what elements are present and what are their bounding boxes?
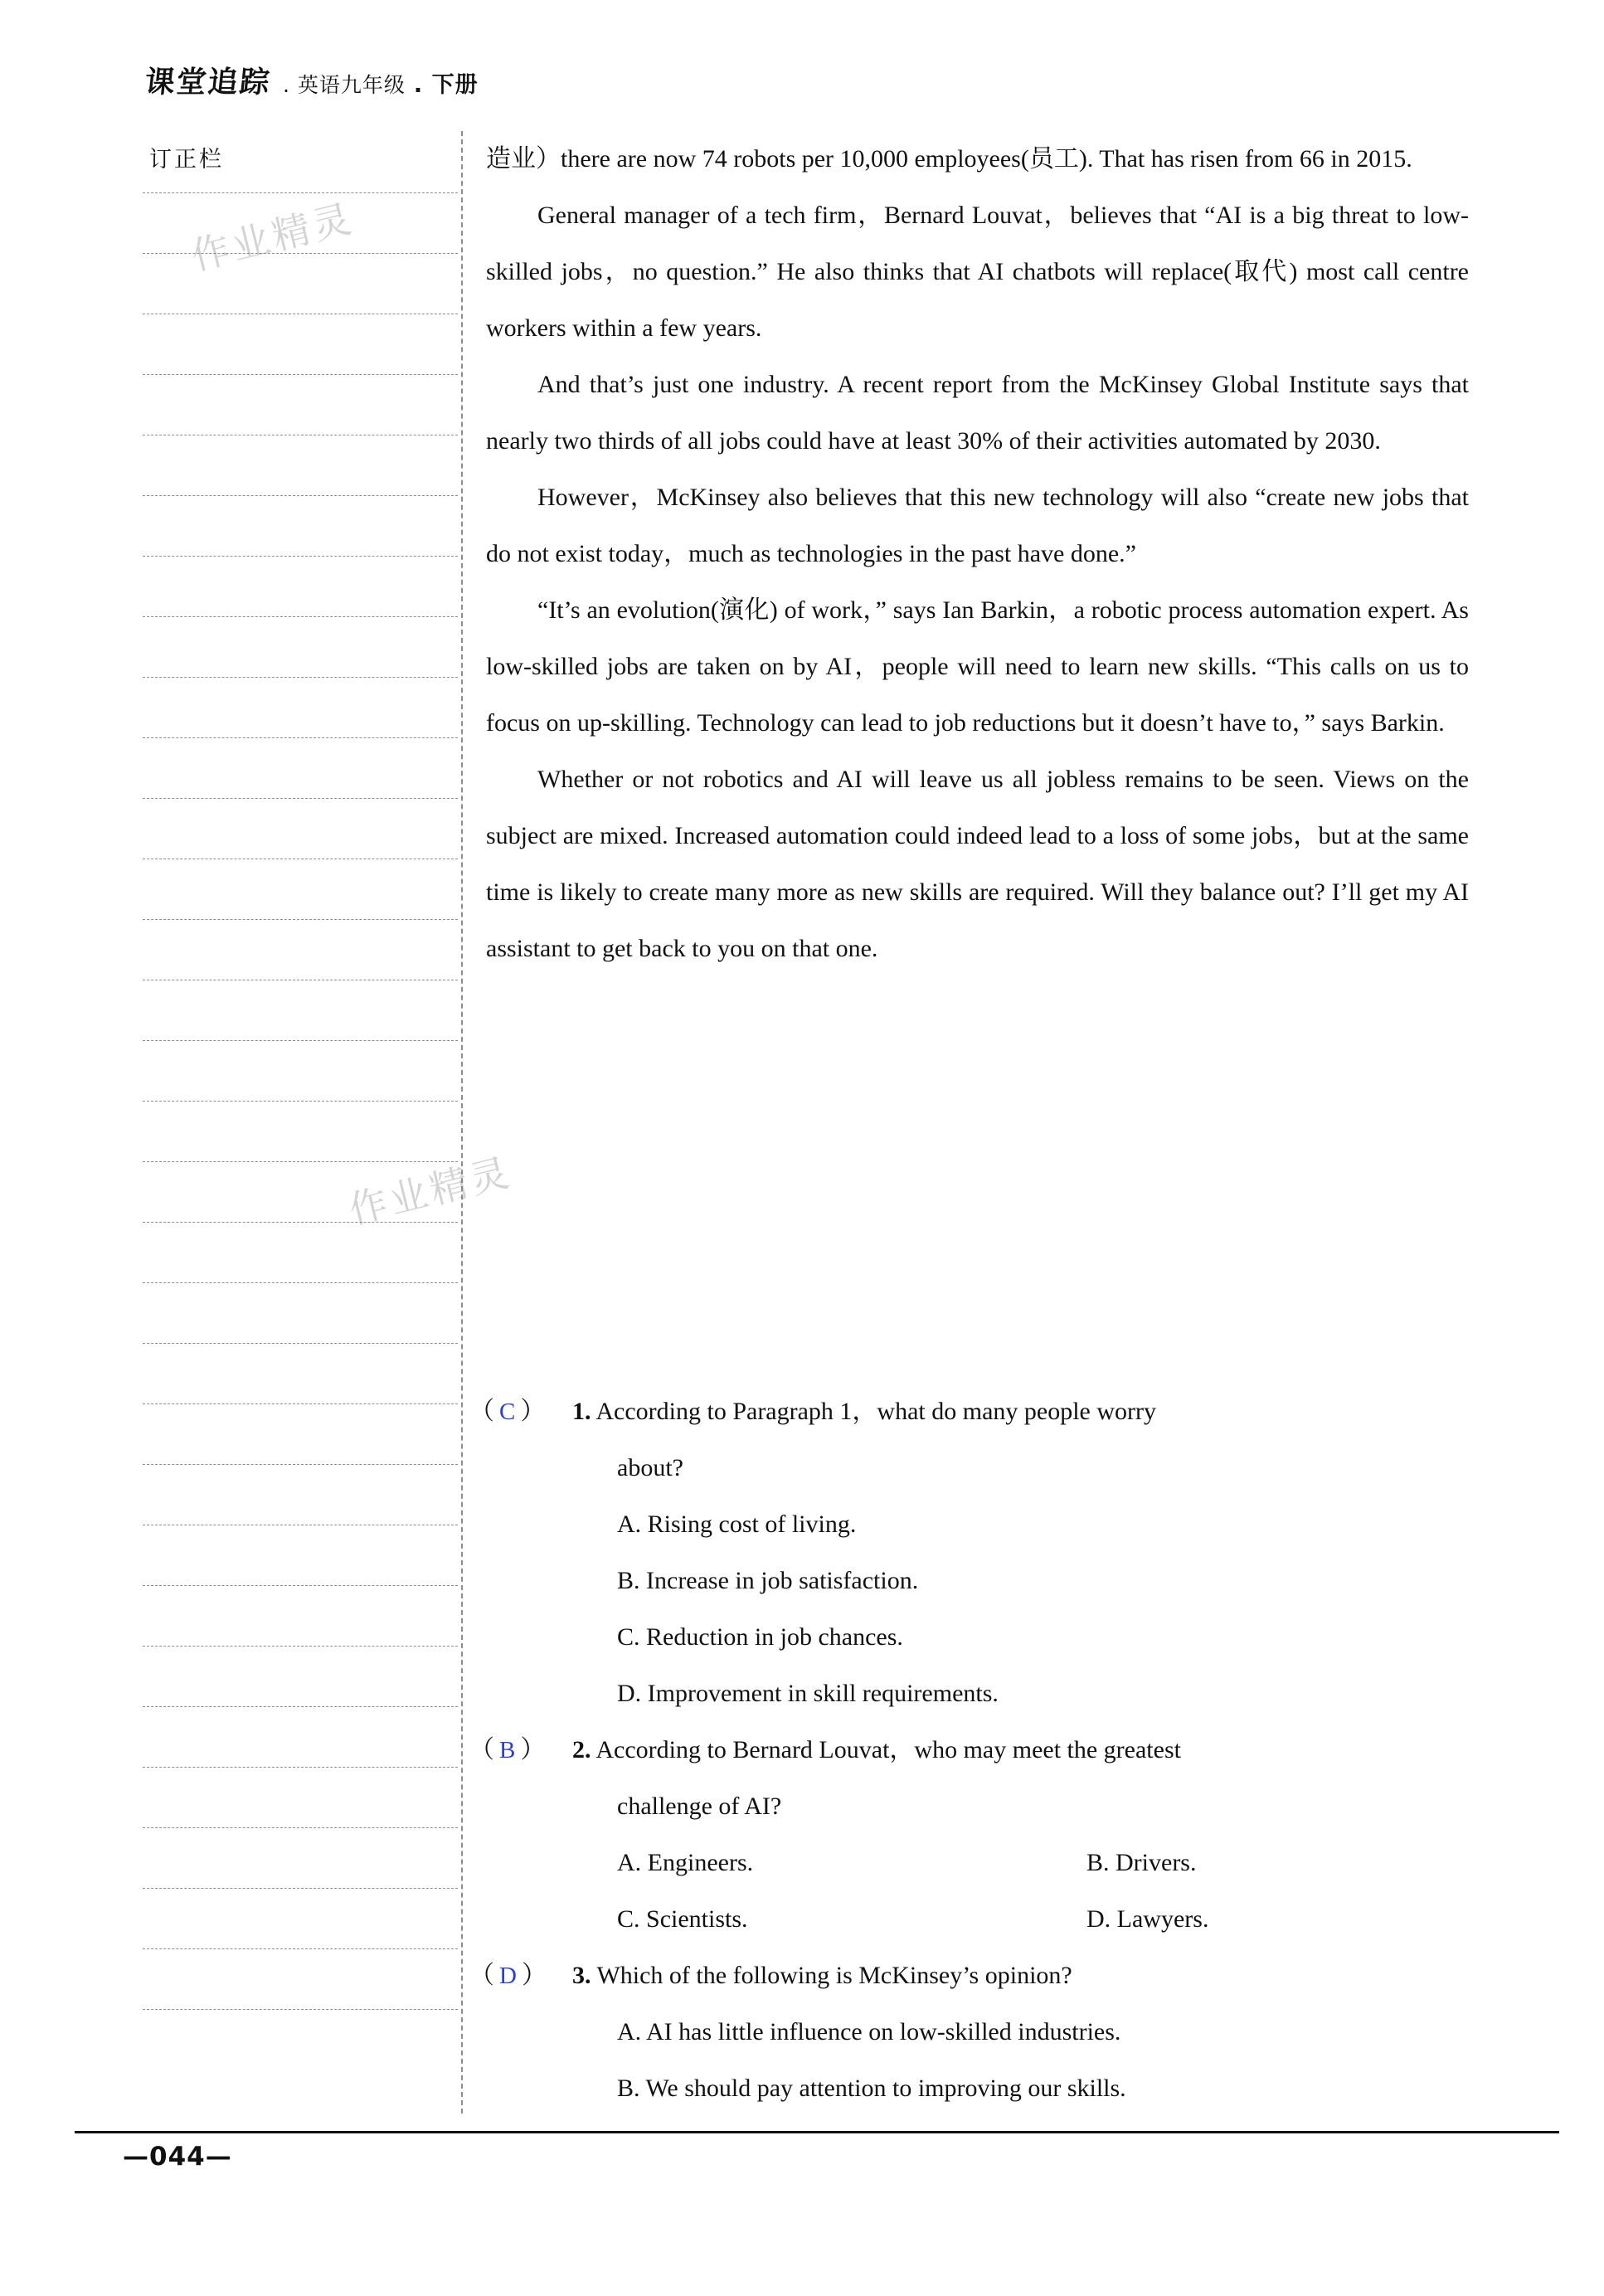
passage-paragraph-6: Whether or not robotics and AI will leave us all jobless remains to be seen. Views on the subject are mixed. Increased automation could indeed lead to a loss of some jobs，but at the same time is likely to create many more as new skills are required. Will they balance out? I’ll get my AI assistant to get back to you on that one. [486,766,1469,962]
answer-letter-2: B [499,1737,516,1763]
answer-letter-3: D [499,1963,517,1989]
answer-blank-3[interactable] [469,1948,567,2004]
answer-letter-1: C [499,1399,516,1425]
option-2-b[interactable]: B. Drivers. [1086,1849,1197,1876]
correction-line[interactable] [143,1161,458,1162]
page-header [145,51,1505,101]
subject-text: . 英语九年级 [283,73,406,97]
answer-paren-close-1: ） [520,1398,546,1425]
correction-ruled-lines [143,192,458,2100]
passage-paragraph-2: General manager of a tech firm，Bernard Louvat，believes that “AI is a big threat to low-skilled jobs，no question.” He also thinks that AI chatbots will replace(取代) most call centre workers within a few years. [486,202,1469,342]
question-stem-text-3: Which of the following is McKinsey’s opinion? [596,1962,1072,1989]
answer-paren-close-2: ） [520,1736,546,1763]
option-2-a[interactable]: A. Engineers. [617,1849,754,1876]
correction-line[interactable] [143,1585,458,1586]
correction-column [143,141,458,2107]
question-item-3 [469,1948,1469,2117]
passage-paragraph-3: And that’s just one industry. A recent report from the McKinsey Global Institute says that nearly two thirds of all jobs could have at least 30% of their activities automated by 2030. [486,371,1469,455]
book-series-logo: 课堂追踪 [143,66,273,100]
correction-line[interactable] [143,919,458,920]
correction-line[interactable] [143,1948,458,1949]
option-3-a[interactable]: A. AI has little influence on low-skilled industries. [617,2018,1121,2045]
option-row-2-1 [572,1835,1469,1891]
correction-line[interactable] [143,1282,458,1283]
correction-line[interactable] [143,1767,458,1768]
passage-paragraph-1: 造业）there are now 74 robots per 10,000 employees(员工). That has risen from 66 in 2015. [486,145,1412,173]
correction-line[interactable] [143,1040,458,1041]
correction-line[interactable] [143,798,458,799]
correction-line[interactable] [143,737,458,738]
answer-paren-open-3: （ [469,1962,494,1989]
correction-line[interactable] [143,1222,458,1223]
answer-blank-1[interactable] [469,1384,567,1440]
question-stem-1-line2: about? [617,1454,683,1481]
book-subject-label [283,66,479,101]
correction-line[interactable] [143,2009,458,2010]
question-stem-3 [572,1948,1469,2004]
page-number: —044— [123,2142,232,2172]
correction-line[interactable] [143,1827,458,1828]
question-stem-2-line2: challenge of AI? [617,1793,782,1820]
reading-passage [486,131,1469,977]
question-item-2 [469,1722,1469,1948]
question-stem-text-2: According to Bernard Louvat，who may meet the greatest [595,1736,1181,1763]
correction-line[interactable] [143,374,458,375]
question-number-1: 1. [572,1398,591,1425]
watermark-top: 作业精灵 [187,195,359,280]
passage-paragraph-4: However，McKinsey also believes that this new technology will also “create new jobs that do not exist today，much as technologies in the past have done.” [486,484,1469,567]
question-stem-2 [572,1722,1469,1778]
option-row-2-2 [572,1891,1469,1948]
question-number-2: 2. [572,1736,591,1763]
question-stem-text-1: According to Paragraph 1，what do many people worry [595,1398,1157,1425]
correction-line[interactable] [143,1343,458,1344]
correction-line[interactable] [143,677,458,678]
footer-rule [75,2131,1559,2133]
correction-line[interactable] [143,1464,458,1465]
question-number-3: 3. [572,1962,591,1989]
correction-line[interactable] [143,1706,458,1707]
volume-text: . 下册 [413,72,479,98]
option-1-d[interactable]: D. Improvement in skill requirements. [617,1680,999,1707]
correction-line[interactable] [143,192,458,193]
correction-column-title: 订正栏 [149,147,224,173]
watermark-middle: 作业精灵 [344,1149,517,1233]
correction-line[interactable] [143,556,458,557]
option-2-d[interactable]: D. Lawyers. [1086,1905,1209,1933]
correction-line[interactable] [143,1403,458,1404]
correction-line[interactable] [143,1888,458,1889]
correction-line[interactable] [143,253,458,254]
option-2-c[interactable]: C. Scientists. [617,1905,748,1933]
option-1-b[interactable]: B. Increase in job satisfaction. [617,1567,919,1594]
option-1-c[interactable]: C. Reduction in job chances. [617,1623,903,1651]
correction-line[interactable] [143,1101,458,1102]
question-stem-1 [572,1384,1469,1440]
answer-paren-close-3: ） [521,1962,547,1989]
correction-line[interactable] [143,1646,458,1647]
passage-paragraph-5: “It’s an evolution(演化) of work，” says Ian Barkin，a robotic process automation expert. As low-skilled jobs are taken on by AI，people will need to learn new skills. “This calls on us to focus on up-skilling. Technology can lead to job reductions but it doesn’t have to，” says Barkin. [486,596,1469,737]
answer-blank-2[interactable] [469,1722,567,1778]
correction-line[interactable] [143,495,458,496]
column-divider [461,131,463,2114]
question-item-1 [469,1384,1469,1722]
option-1-a[interactable]: A. Rising cost of living. [617,1510,857,1538]
answer-paren-open-1: （ [469,1398,494,1425]
option-3-b[interactable]: B. We should pay attention to improving our skills. [617,2075,1126,2102]
answer-paren-open-2: （ [469,1736,494,1763]
question-list [469,1384,1469,2117]
correction-line[interactable] [143,616,458,617]
